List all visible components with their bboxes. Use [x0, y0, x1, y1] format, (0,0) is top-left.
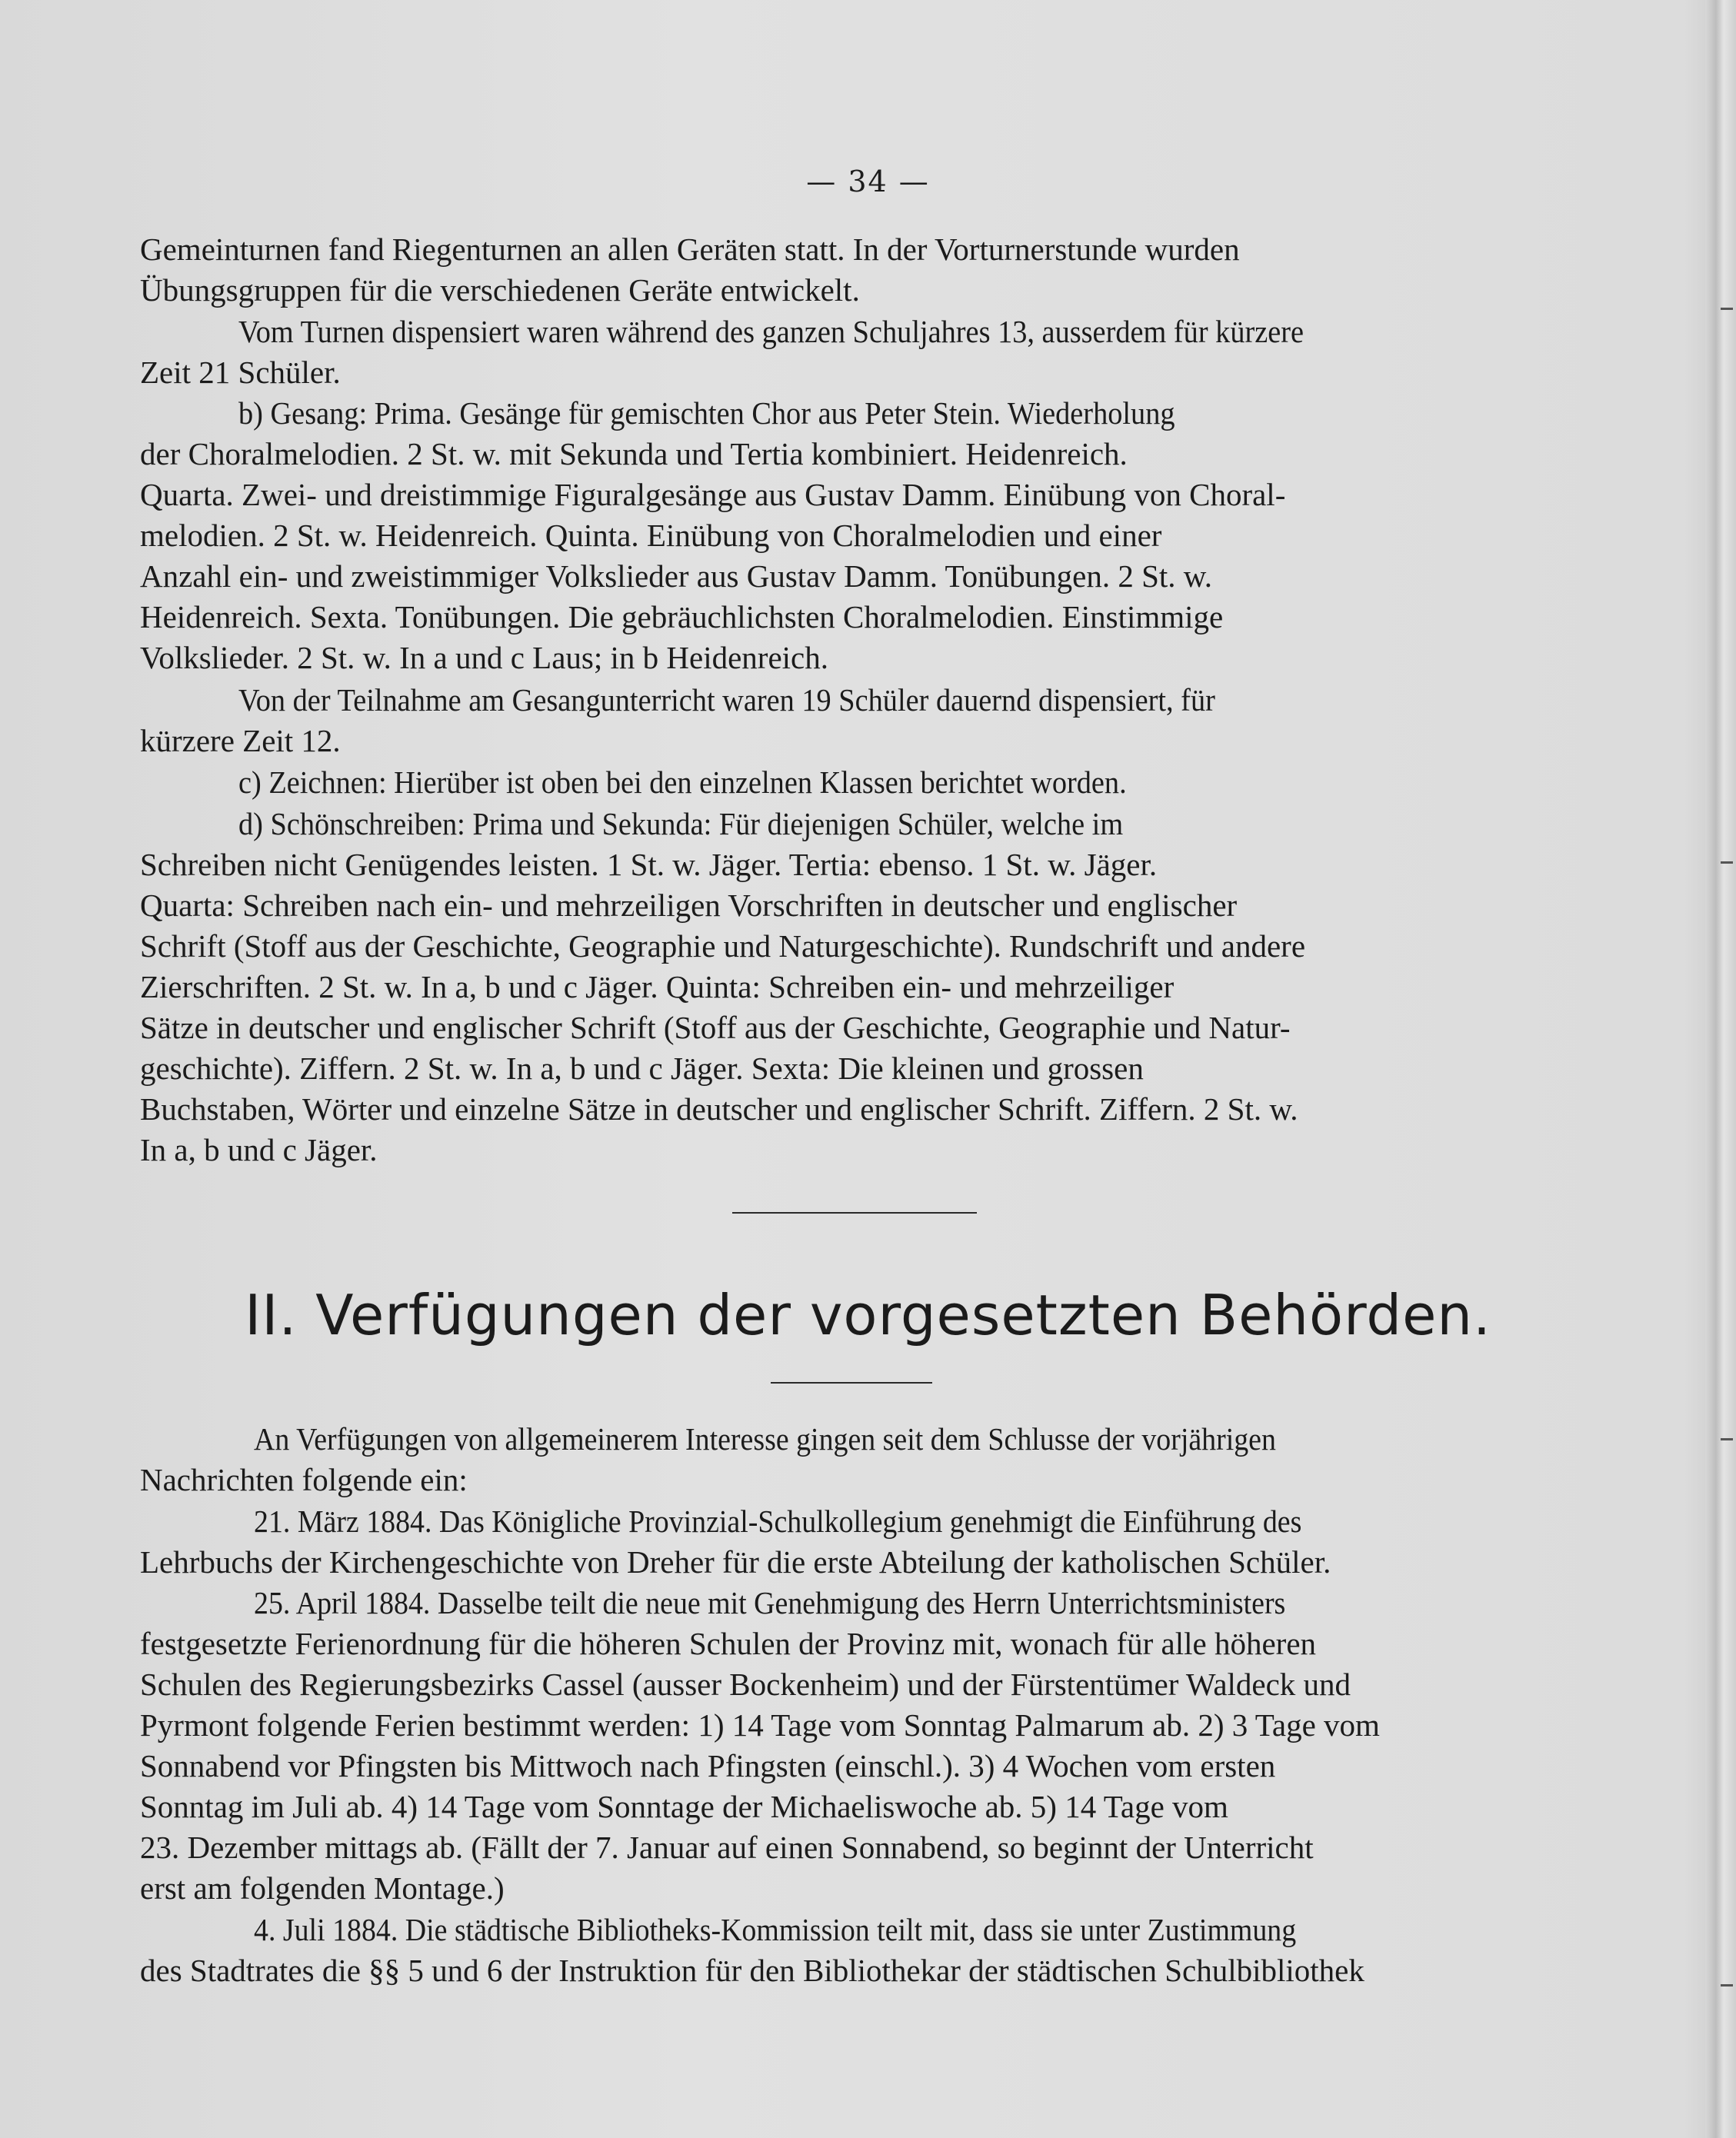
text-line: Volkslieder. 2 St. w. In a und c Laus; in b Heidenreich. — [140, 640, 828, 675]
text-line: Zierschriften. 2 St. w. In a, b und c Jäger. Quinta: Schreiben ein- und mehrzeiliger — [140, 969, 1175, 1004]
text-line: 4. Juli 1884. Die städtische Bibliotheks-Kommission teilt mit, dass sie unter Zustimmung — [254, 1912, 1297, 1947]
text-line: Heidenreich. Sexta. Tonübungen. Die gebräuchlichsten Choralmelodien. Einstimmige — [140, 599, 1224, 634]
separator-rule — [732, 1212, 977, 1214]
text-line: b) Gesang: Prima. Gesänge für gemischten Chor aus Peter Stein. Wiederholung — [238, 395, 1175, 431]
text-line: Von der Teilnahme am Gesangunterricht waren 19 Schüler dauernd dispensiert, für — [238, 682, 1215, 718]
text-line: der Choralmelodien. 2 St. w. mit Sekunda und Tertia kombiniert. Heidenreich. — [140, 436, 1128, 471]
text-line: Sätze in deutscher und englischer Schrift (Stoff aus der Geschichte, Geographie und Natur- — [140, 1010, 1291, 1045]
text-line: Buchstaben, Wörter und einzelne Sätze in deutscher und englischer Schrift. Ziffern. 2 St. w. — [140, 1091, 1298, 1127]
text-line: 23. Dezember mittags ab. (Fällt der 7. Januar auf einen Sonnabend, so beginnt der Unterricht — [140, 1830, 1314, 1865]
text-line: Nachrichten folgende ein: — [140, 1462, 468, 1497]
text-line: Zeit 21 Schüler. — [140, 355, 341, 390]
page-edge — [1705, 0, 1736, 2138]
text-line: Übungsgruppen für die verschiedenen Geräte entwickelt. — [140, 272, 860, 308]
text-line: geschichte). Ziffern. 2 St. w. In a, b und c Jäger. Sexta: Die kleinen und grossen — [140, 1051, 1144, 1086]
heading-underline — [771, 1382, 932, 1384]
text-line: Schrift (Stoff aus der Geschichte, Geographie und Naturgeschichte). Rundschrift und andere — [140, 928, 1306, 964]
text-line: Sonntag im Juli ab. 4) 14 Tage vom Sonntage der Michaeliswoche ab. 5) 14 Tage vom — [140, 1789, 1228, 1824]
text-line: In a, b und c Jäger. — [140, 1132, 378, 1167]
page-number: — 34 — — [806, 165, 930, 198]
text-line: Quarta. Zwei- und dreistimmige Figuralgesänge aus Gustav Damm. Einübung von Choral- — [140, 477, 1286, 512]
text-line: Schulen des Regierungsbezirks Cassel (ausser Bockenheim) und der Fürstentümer Waldeck und — [140, 1667, 1351, 1702]
text-line: An Verfügungen von allgemeinerem Interesse gingen seit dem Schlusse der vorjährigen — [254, 1421, 1276, 1457]
text-line: Anzahl ein- und zweistimmiger Volkslieder aus Gustav Damm. Tonübungen. 2 St. w. — [140, 558, 1212, 594]
text-line: Lehrbuchs der Kirchengeschichte von Dreher für die erste Abteilung der katholischen Schüler. — [140, 1544, 1331, 1580]
text-line: melodien. 2 St. w. Heidenreich. Quinta. Einübung von Choralmelodien und einer — [140, 518, 1162, 553]
text-line: erst am folgenden Montage.) — [140, 1870, 505, 1906]
text-line: d) Schönschreiben: Prima und Sekunda: Für diejenigen Schüler, welche im — [238, 806, 1124, 841]
text-line: c) Zeichnen: Hierüber ist oben bei den einzelnen Klassen berichtet worden. — [238, 764, 1127, 800]
text-line: kürzere Zeit 12. — [140, 723, 341, 758]
text-line: festgesetzte Ferienordnung für die höheren Schulen der Provinz mit, wonach für alle höheren — [140, 1626, 1317, 1661]
text-line: Gemeinturnen fand Riegenturnen an allen Geräten statt. In der Vorturnerstunde wurden — [140, 231, 1240, 267]
text-line: Sonnabend vor Pfingsten bis Mittwoch nach Pfingsten (einschl.). 3) 4 Wochen vom ersten — [140, 1748, 1276, 1783]
text-line: Vom Turnen dispensiert waren während des ganzen Schuljahres 13, ausserdem für kürzere — [238, 314, 1304, 349]
text-line: Pyrmont folgende Ferien bestimmt werden: 1) 14 Tage vom Sonntag Palmarum ab. 2) 3 Tage vom — [140, 1707, 1380, 1743]
text-line: Quarta: Schreiben nach ein- und mehrzeiligen Vorschriften in deutscher und englischer — [140, 888, 1238, 923]
text-line: des Stadtrates die §§ 5 und 6 der Instruktion für den Bibliothekar der städtischen Schulbibliothek — [140, 1953, 1364, 1988]
section-heading: II. Verfügungen der vorgesetzten Behörden. — [245, 1283, 1491, 1347]
text-line: Schreiben nicht Genügendes leisten. 1 St. w. Jäger. Tertia: ebenso. 1 St. w. Jäger. — [140, 847, 1158, 882]
text-line: 21. März 1884. Das Königliche Provinzial-Schulkollegium genehmigt die Einführung des — [254, 1504, 1302, 1539]
text-line: 25. April 1884. Dasselbe teilt die neue mit Genehmigung des Herrn Unterrichtsministers — [254, 1585, 1286, 1620]
